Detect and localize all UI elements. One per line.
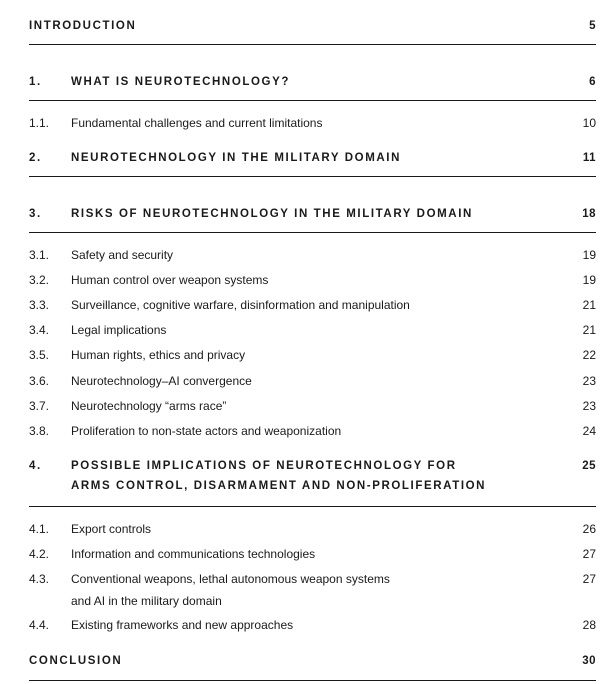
toc-entry-number: 3. — [29, 208, 42, 220]
toc-entry-number: 3.3. — [29, 298, 50, 312]
toc-entry-title-line-2: and AI in the military domain — [71, 594, 222, 608]
toc-entry-page: 28 — [582, 618, 596, 632]
toc-entry-page: 11 — [582, 152, 596, 164]
toc-entry-number: 4.2. — [29, 547, 50, 561]
divider — [29, 232, 596, 233]
toc-entry-number: 1.1. — [29, 116, 50, 130]
toc-entry-page: 19 — [582, 273, 596, 287]
divider — [29, 176, 596, 177]
toc-entry-title: CONCLUSION — [29, 655, 123, 667]
toc-entry-number: 3.6. — [29, 374, 50, 388]
toc-entry-number: 3.5. — [29, 348, 50, 362]
toc-entry-title: NEUROTECHNOLOGY IN THE MILITARY DOMAIN — [71, 152, 401, 164]
toc-entry-page: 18 — [582, 208, 596, 220]
toc-entry-title: Surveillance, cognitive warfare, disinformation and manipulation — [71, 298, 410, 312]
toc-entry-number: 4.4. — [29, 618, 50, 632]
toc-entry-page: 27 — [582, 547, 596, 561]
toc-entry-number: 3.1. — [29, 248, 50, 262]
toc-entry-title: INTRODUCTION — [29, 20, 137, 32]
toc-entry-title: Neurotechnology–AI convergence — [71, 374, 252, 388]
toc-entry-title: Human control over weapon systems — [71, 273, 269, 287]
toc-entry-page: 30 — [582, 655, 596, 667]
divider — [29, 44, 596, 45]
toc-entry-title: WHAT IS NEUROTECHNOLOGY? — [71, 76, 290, 88]
toc-entry-page: 21 — [582, 298, 596, 312]
toc-entry-title: RISKS OF NEUROTECHNOLOGY IN THE MILITARY DOMAIN — [71, 208, 473, 220]
toc-entry-page: 21 — [582, 323, 596, 337]
toc-entry-page: 26 — [582, 522, 596, 536]
toc-entry-title-line-1: POSSIBLE IMPLICATIONS OF NEUROTECHNOLOGY FOR — [71, 460, 457, 472]
toc-entry-number: 2. — [29, 152, 42, 164]
toc-entry-title-line-1: Conventional weapons, lethal autonomous weapon systems — [71, 572, 390, 586]
divider — [29, 680, 596, 681]
toc-entry-page: 22 — [582, 348, 596, 362]
divider — [29, 506, 596, 507]
toc-entry-title-line-2: ARMS CONTROL, DISARMAMENT AND NON-PROLIFERATION — [71, 480, 487, 492]
toc-entry-page: 23 — [582, 399, 596, 413]
toc-entry-title: Proliferation to non-state actors and weaponization — [71, 424, 342, 438]
toc-entry-title: Neurotechnology “arms race” — [71, 399, 227, 413]
toc-entry-title — [71, 460, 486, 492]
toc-entry-page: 10 — [582, 116, 596, 130]
divider — [29, 100, 596, 101]
toc-entry-number: 3.4. — [29, 323, 50, 337]
toc-entry-number: 3.8. — [29, 424, 50, 438]
toc-entry-number: 3.2. — [29, 273, 50, 287]
toc-entry-page: 6 — [589, 76, 596, 88]
toc-entry-title — [71, 572, 390, 608]
toc-entry-title: Export controls — [71, 522, 152, 536]
toc-entry-page: 19 — [582, 248, 596, 262]
toc-entry-title: Legal implications — [71, 323, 167, 337]
toc-entry-title: Fundamental challenges and current limitations — [71, 116, 323, 130]
toc-entry-number: 4.1. — [29, 522, 50, 536]
toc-entry-title: Existing frameworks and new approaches — [71, 618, 294, 632]
toc-entry-title: Information and communications technologies — [71, 547, 316, 561]
toc-entry-page: 24 — [582, 424, 596, 438]
toc-entry-title: Safety and security — [71, 248, 174, 262]
toc-entry-page: 27 — [582, 572, 596, 586]
toc-entry-title: Human rights, ethics and privacy — [71, 348, 246, 362]
toc-entry-page: 25 — [582, 460, 596, 472]
toc-entry-number: 3.7. — [29, 399, 50, 413]
toc-entry-page: 5 — [589, 20, 596, 32]
toc-entry-number: 4.3. — [29, 572, 50, 586]
toc-entry-number: 4. — [29, 460, 42, 472]
toc-entry-page: 23 — [582, 374, 596, 388]
toc-entry-number: 1. — [29, 76, 42, 88]
